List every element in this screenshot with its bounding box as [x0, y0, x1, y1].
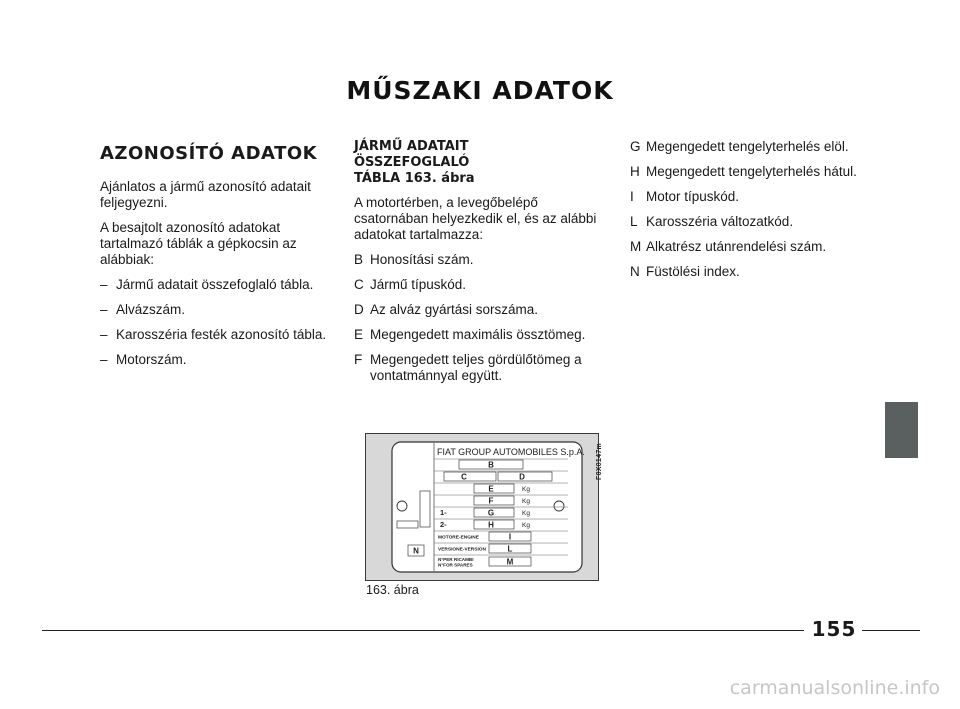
field-b-label: B — [488, 460, 494, 470]
field-d-label: D — [519, 472, 525, 482]
list-item — [630, 264, 890, 280]
subsection-heading — [354, 139, 604, 187]
field-d — [498, 472, 552, 481]
list-item — [630, 239, 890, 255]
list-key: G — [630, 139, 641, 154]
list-item — [100, 302, 340, 318]
watermark: carmanualsonline.info — [729, 677, 940, 699]
list-text: Motor típuskód. — [646, 189, 740, 204]
list-item — [630, 139, 890, 155]
field-h — [474, 520, 514, 529]
rivet-left — [397, 501, 407, 511]
list-marker: – — [100, 302, 108, 317]
heading-line: TÁBLA 163. ábra — [354, 171, 475, 186]
list-key: I — [630, 189, 634, 204]
list-item — [630, 189, 890, 205]
plate-brand: FIAT GROUP AUTOMOBILES S.p.A. — [437, 447, 585, 457]
list-marker: – — [100, 327, 108, 342]
list-key: E — [354, 327, 364, 342]
list-key: H — [630, 164, 640, 179]
list-text: Alvázszám. — [116, 302, 186, 317]
list-item — [354, 277, 604, 293]
paragraph: Ajánlatos a jármű azonosító adatait feljegyezni. — [100, 179, 311, 210]
footer-rule-right — [862, 630, 920, 631]
engine-label: MOTORE-ENGINE — [438, 535, 479, 541]
list-text: Az alváz gyártási sorszáma. — [370, 302, 539, 317]
list-marker: – — [100, 277, 108, 292]
paragraph: A motortérben, a levegőbelépő csatornában helyezkedik el, és az alábbi adatokat tartalmazza: — [354, 195, 597, 242]
list-item — [354, 327, 604, 343]
paragraph: A besajtolt azonosító adatokat tartalmazó táblák a gépkocsin az alábbiak: — [100, 220, 297, 267]
axle-2-label: 2- — [440, 520, 447, 529]
list-text: Karosszéria változatkód. — [646, 214, 794, 229]
list-item — [630, 214, 890, 230]
data-plate-illustration — [366, 434, 598, 580]
field-m-label: M — [506, 557, 514, 567]
rivet-right — [554, 501, 564, 511]
figure-code: F0X0147m — [596, 442, 603, 480]
list-text: Megengedett tengelyterhelés elöl. — [646, 139, 849, 154]
list-item — [354, 352, 604, 384]
list-item — [354, 252, 604, 268]
plate-slot — [420, 491, 430, 527]
list-text: Megengedett tengelyterhelés hátul. — [646, 164, 857, 179]
axle-1-label: 1- — [440, 508, 447, 517]
section-heading: AZONOSÍTÓ ADATOK — [100, 143, 318, 164]
list-key: L — [630, 214, 638, 229]
list-text: Motorszám. — [116, 352, 187, 367]
list-text: Jármű típuskód. — [370, 277, 467, 292]
field-g-unit: Kg — [522, 510, 530, 517]
field-g-label: G — [487, 508, 495, 518]
figure-data-plate — [365, 433, 599, 581]
list-text: Honosítási szám. — [370, 252, 474, 267]
list-text: Karosszéria festék azonosító tábla. — [116, 327, 327, 342]
field-h-unit: Kg — [522, 522, 530, 529]
field-e-label: E — [488, 484, 494, 494]
field-e — [474, 484, 514, 493]
field-e-unit: Kg — [522, 486, 530, 493]
list-marker: – — [100, 352, 108, 367]
spares-label-2: N°FOR SPARES — [438, 562, 473, 568]
column-plate-description — [354, 139, 604, 393]
list-key: F — [354, 352, 363, 367]
list-key: C — [354, 277, 364, 292]
page-number: 155 — [811, 617, 857, 641]
list-item — [100, 277, 340, 293]
field-i-label: I — [508, 532, 512, 542]
list-text: Füstölési index. — [646, 264, 740, 279]
list-item — [100, 327, 340, 343]
field-f-label: F — [488, 496, 494, 506]
chapter-tab — [885, 402, 918, 458]
heading-line: JÁRMŰ ADATAIT — [354, 139, 469, 154]
field-l-label: L — [507, 544, 513, 554]
spares-label-1: N°PER RICAMBI — [438, 557, 474, 562]
list-item — [354, 302, 604, 318]
page-title: MŰSZAKI ADATOK — [346, 76, 614, 105]
list-text: Megengedett teljes gördülőtömeg a vontatmánnyal együtt. — [370, 352, 582, 383]
column-plate-description-continued — [630, 139, 890, 289]
list-text: Jármű adatait összefoglaló tábla. — [116, 277, 314, 292]
field-f-unit: Kg — [522, 498, 530, 505]
field-h-label: H — [488, 520, 494, 530]
heading-line: ÖSSZEFOGLALÓ — [354, 155, 470, 170]
footer-rule-left — [42, 630, 804, 631]
version-label: VERSIONE-VERSION — [438, 547, 486, 553]
list-text: Megengedett maximális össztömeg. — [370, 327, 586, 342]
list-key: N — [630, 264, 640, 279]
list-item — [630, 164, 890, 180]
list-key: B — [354, 252, 364, 267]
field-c-label: C — [461, 472, 467, 482]
field-f — [474, 496, 514, 505]
list-text: Alkatrész utánrendelési szám. — [646, 239, 827, 254]
field-c — [444, 472, 496, 481]
field-n-label: N — [413, 546, 419, 556]
column-identification — [100, 143, 340, 377]
list-key: D — [354, 302, 364, 317]
figure-caption: 163. ábra — [366, 583, 419, 597]
list-key: M — [630, 239, 642, 254]
plate-small-box — [397, 521, 418, 528]
list-item — [100, 352, 340, 368]
